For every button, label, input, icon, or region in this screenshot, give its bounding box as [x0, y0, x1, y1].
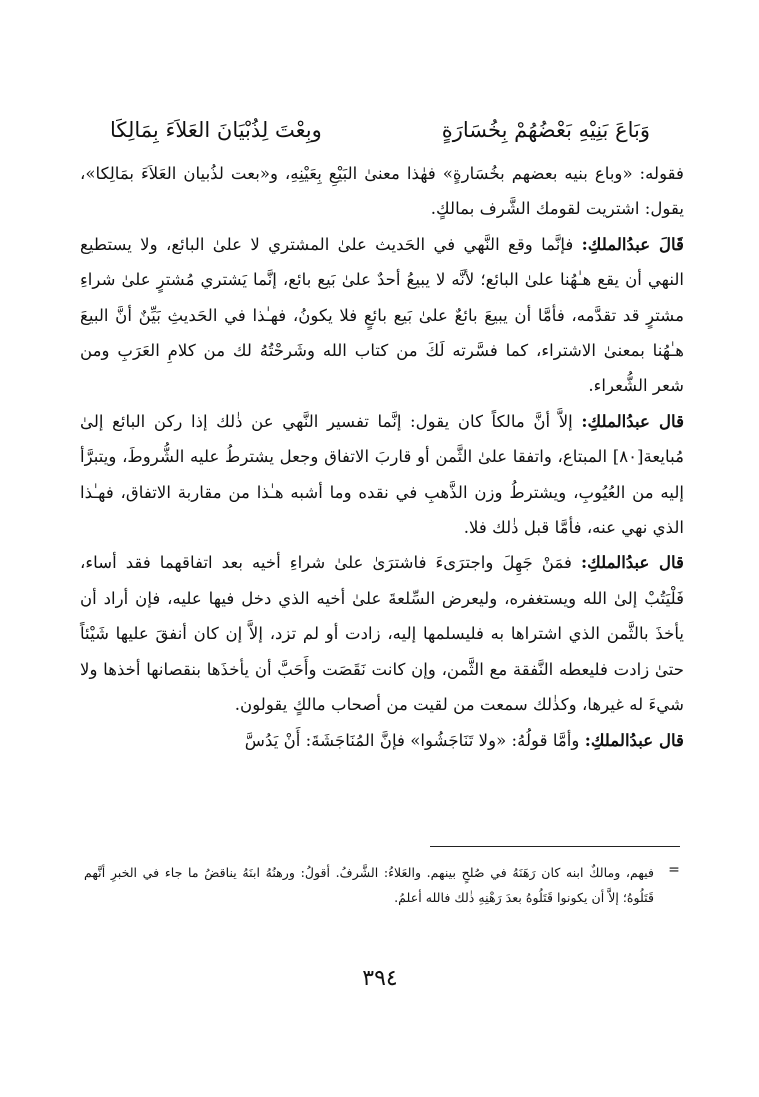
paragraph: [80, 156, 684, 227]
paragraph: [80, 545, 684, 722]
verse-first-hemistich: وَبَاعَ بَنِيْهِ بَعْضُهُمْ بِخُسَارَةٍ: [441, 118, 650, 142]
page-number: ٣٩٤: [362, 966, 398, 991]
paragraph-lead: قال عبدُالملكِ:: [580, 552, 684, 573]
paragraph-lead: قال عبدُالملكِ:: [581, 410, 684, 431]
paragraph-text: فقوله: «وباع بنيه بعضهم بخُسَارةٍ» فهٰذا معنىٰ البَيْعِ بِعَيْنِهِ، و«بعت لذُبيان العَلاَءَ بمَالِكا»، يقول: اشتريت لقومك الشَّرف بمالكٍ.: [80, 164, 684, 219]
paragraph: [80, 723, 684, 758]
paragraph-text: إلاَّ أنَّ مالكاً كان يقول: إنَّما تفسير النَّهي عن ذٰلك إذا ركن البائع إلىٰ مُبايعة[٨٠] المبتاع، واتفقا علىٰ الثَّمن أو قاربَ الاتفاق وجعل يشترطُ عليه الشُّروطَ، ويتبرَّأ إليه من العُيُوبِ، ويشترطُ وزن الذَّهبِ في نقده وما أشبه هـٰذا من مقاربة الاتفاق، فهـٰذا الذي نهي عنه، فأمَّا قبل ذٰلك فلا.: [80, 411, 684, 538]
paragraph-text: وأمَّا قولُهُ: «ولا تَنَاجَشُوا» فإنَّ المُنَاجَشَةَ: أَنْ يَدُسَّ: [244, 730, 580, 750]
footnote-text: فيهم، ومالكٌ ابنه كان رَهَنَهُ في صُلحٍ بينهم. والعَلاءُ: الشَّرفُ. أقولُ: ورهنُهُ ابنَهُ يناقضُ ما جاء في الخبرِ أنَّهم قَتَلُوهُ؛ إلاَّ أن يكونوا قَتَلُوهُ بعدَ رَهْنِهِ ذٰلك فالله أعلمُ.: [84, 865, 654, 905]
paragraph: [80, 404, 684, 546]
verse-second-hemistich: وبِعْتَ لِذُبْيَانَ العَلاَءَ بِمَالِكَا: [110, 118, 322, 142]
paragraph-text: فإنَّما وقع النَّهي في الحَديث علىٰ المشتري لا علىٰ البائع، ولا يستطيع النهي أن يقع هـٰهُنا علىٰ البائع؛ لأنَّه لا يبيعُ أحدٌ علىٰ بَيع بائع، إنَّما يَشتري مُشترٍ علىٰ شراءِ مشترٍ قد تقدَّمه، فأمَّا أن يبيعَ بائعٌ علىٰ بَيع بائعٍ فلا يكونُ، فهـٰذا في الحَديثِ بَيِّنٌ أنَّ البيعَ هـٰهُنا بمعنىٰ الاشتراء، كما فسَّرته لَكَ من كتاب الله وشَرحْتُهُ لك من كلامِ العَرَبِ ومن شعر الشُّعراء.: [80, 234, 684, 396]
paragraph-lead: قَالَ عبدُالملكِ:: [581, 233, 684, 254]
footnote-separator: [430, 846, 680, 847]
paragraph: [80, 227, 684, 404]
main-text: [80, 156, 684, 758]
footnote: [84, 860, 654, 910]
paragraph-lead: قال عبدُالملكِ:: [584, 729, 684, 750]
poetry-verse: [110, 110, 650, 150]
paragraph-text: فمَنْ جَهِلَ واجترَىءَ فاشترَىٰ علىٰ شراءِ أخيه بعد اتفاقهما فقد أساء، فَلْيَتُبْ إلىٰ الله ويستغفره، وليعرض السِّلعةَ علىٰ أخيه الذي دخل فيها عليه، فإن أراد أن يأخذَ بالثَّمن الذي اشتراها به فليسلمها إليه، زادت أو لم تزد، إلاَّ إن كان أنفقَ عليها شَيْئاً حتىٰ زادت فليعطه النَّفقة مع الثَّمن، وإن كانت نَقَصَت وأَحَبَّ أن يأخذَها بنقصانها أخذها ولا شيءَ له غيرها، وكذٰلك سمعت من لقيت من أصحاب مالكٍ يقولون.: [80, 553, 684, 715]
footnote-continuation-mark: =: [668, 862, 680, 878]
